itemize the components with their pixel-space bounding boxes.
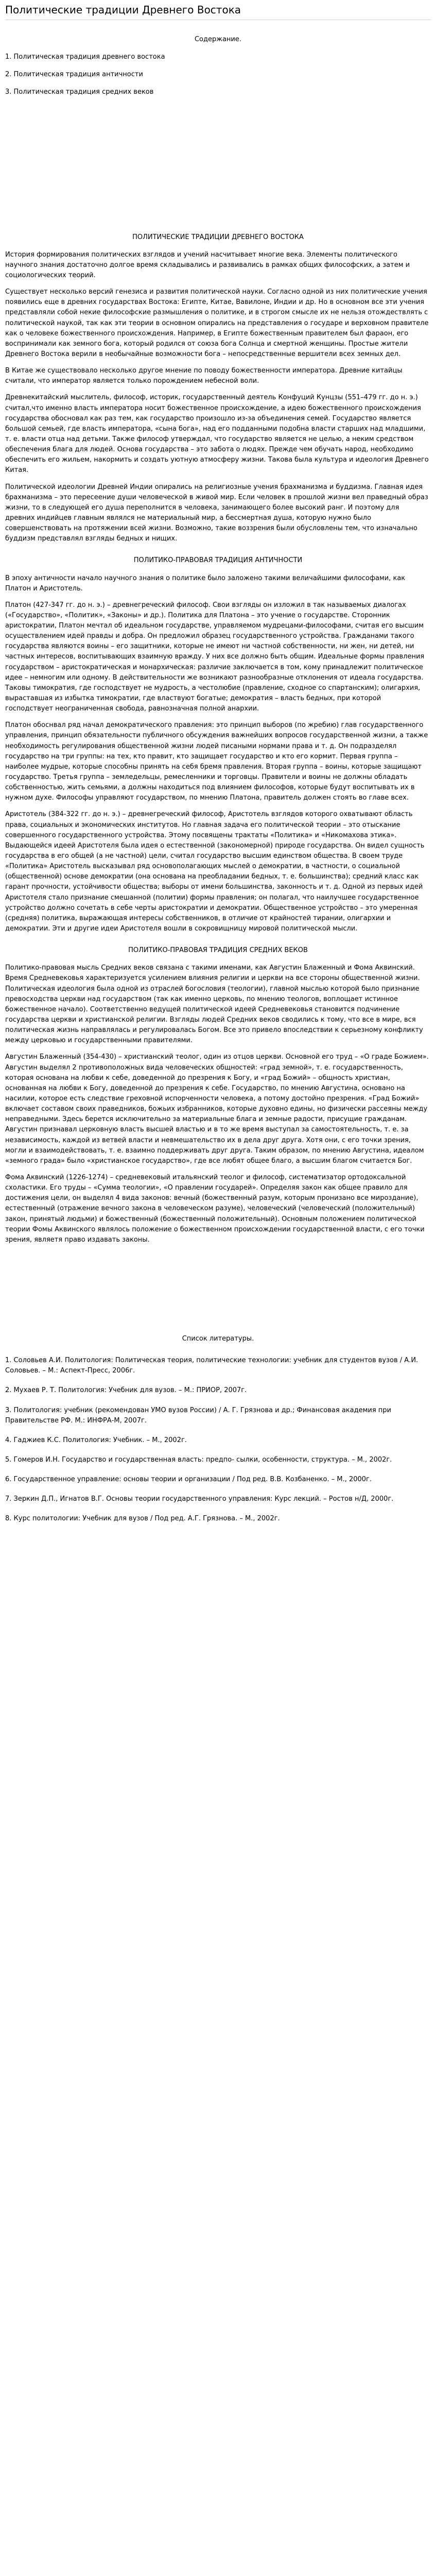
toc-link-1[interactable]: 1. Политическая традиция древнего востока [5, 53, 165, 61]
bibliography-item: 1. Соловьев А.И. Политология: Политическая теория, политические технологии: учебник для студентов вузов / А.И. Соловьев. – М.: Аспект-Пресс, 2006г. [5, 1357, 418, 1375]
bibliography-item: 5. Гомеров И.Н. Государство и государственная власть: предпо- сылки, особенности, структура. – М., 2002г. [5, 1455, 392, 1464]
toc-item[interactable] [5, 70, 431, 80]
bibliography-list [5, 1355, 431, 1524]
paragraph: Платон (427-347 гг. до н. э.) – древнегреческий философ. Свои взгляды он изложил в так называемых диалогах («Государство», «Политик», «Законы» и др.). Политика для Платона – это учение о государстве. Сторонник аристократии, Платон мечтал об идеальном государстве, управляемом мудрецами-философами, считая его высшим осуществлением идей правды и добра. Он предложил образец государственного устройства. Гражданами такого государства являются воины – его защитники, которые не имеют ни частной собственности, ни жен, ни детей, ни частных интересов, воспитывающих взаимную вражду. У них все должно быть общим. Идеальные формы правления государством – аристократическая и монархическая: различие заключается в том, кому принадлежит политическое идее – немногим или одному. В действительности же возникают разнообразные отклонения от идеала государства. Таковы тимократия, где господствует не мудрость, а честолюбие (правление, сходное со спартанским); олигархия, выраставшая из избытка тимократии, где властвуют богатые; демократия – власть бедных, при которой господствует неограниченная свобода, равнозначная полной анархии. [5, 601, 425, 713]
bibliography-item: 3. Политология: учебник (рекомендован УМО вузов России) / А. Г. Грязнова и др.; Финансовая академия при Правительстве РФ. М.: ИНФРА-М, 2007г. [5, 1406, 392, 1425]
section-ancient-east [5, 232, 431, 545]
bibliography-item: 7. Зеркин Д.П., Игнатов В.Г. Основы теории государственного управления: Курс лекций. – Ростов н/Д, 2000г. [5, 1495, 394, 1503]
section-heading: ПОЛИТИКО-ПРАВОВАЯ ТРАДИЦИЯ СРЕДНИХ ВЕКОВ [128, 946, 308, 955]
section-middle-ages [5, 945, 431, 1245]
section-antiquity [5, 555, 431, 934]
document-page [0, 3, 436, 1524]
paragraph: Политико-правовая мысль Средних веков связана с такими именами, как Августин Блаженный и Фома Аквинский. Время Средневековья характеризуется усилением влияния религии и церкви на все стороны общественной жизни. Политическая идеология была одной из отраслей богословия (теологии), главной мыслью которой было признание превосходства церкви над государством (так как именно церковь, по мнению теологов, воплощает истинное божественное начало). Соответственно ведущей политической идеей Средневековья становится подчинение государства церкви и христианской религии. Взгляды людей Средних веков сводились к тому, что все в мире, вся политическая жизнь направлялась и регулировалась Богом. Все это привело впоследствии к серьезному конфликту между церковью и государственными правителями. [5, 964, 423, 1045]
paragraph: Древнекитайский мыслитель, философ, историк, государственный деятель Конфуций Кунцзы (551–479 гг. до н. э.) считал,что именно власть императора носит божественное происхождение, а идею божественного происхождения государства обосновал как раз тем, как государство произошло из-за объединения семей. Государство является большой семьей, где власть императора, «сына бога», над его подданными подобна власти старших над младшими, т. е. власти отца над детьми. Также философ утверждал, что государство является не целью, а неким средством обеспечения блага для людей. Основа государства – это забота о людях. Прежде чем обучать народ, необходимо обеспечить его жильем, накормить и создать уютную атмосферу жизни. Такова была культура и идеология Древнего Китая. [5, 394, 429, 474]
toc-heading: Содержание. [194, 36, 242, 43]
paragraph: В Китае же существовало несколько другое мнение по поводу божественности императора. Древние китайцы считали, что император является только порождением небесной воли. [5, 367, 403, 385]
blank-space [5, 1251, 431, 1334]
paragraph: Политической идеологии Древней Индии опирались на религиозные учения брахманизма и буддизма. Главная идея брахманизма – это пересеение души человеческой в живой мир. Если человек в прошлой жизни вел праведный образ жизни, то в следующей его душа переполнится в человека, занимающего более высокий ранг. И поэтому для древних индийцев главным являлся не материальный мир, а бессмертная душа, которую нужно было совершенствовать на протяжении всей жизни. Возможно, такие воззрения были обусловлены тем, что изначально буддизм представлял взгляды бедных и нищих. [5, 483, 428, 543]
toc-link-3[interactable]: 3. Политическая традиция средних веков [5, 88, 154, 96]
section-heading: ПОЛИТИЧЕСКИЕ ТРАДИЦИИ ДРЕВНЕГО ВОСТОКА [132, 233, 304, 241]
bibliography-heading: Список литературы. [182, 1334, 254, 1343]
section-heading: ПОЛИТИКО-ПРАВОВАЯ ТРАДИЦИЯ АНТИЧНОСТИ [133, 556, 303, 565]
bibliography-item: 2. Мухаев Р. Т. Политология: Учебник для вузов. – М.: ПРИОР, 2007г. [5, 1386, 247, 1395]
paragraph: Августин Блаженный (354-430) – христианский теолог, один из отцов церкви. Основной его труд – «О граде Божием». Августин выделял 2 противоположных вида человеческих общностей: «град земной», т. е. государственность, которая основана на любви к себе, доведенной до презрения к Богу, и «град Божий» – общность христиан, основанная на любви к Богу, доведенной до презрения к себе. Государство, по мнению Августина, основано на насилии, которое есть следствие греховной испорченности человека, а потому достойно презрения. «Град Божий» включает составом своих праведников, божьих избранников, которые духовно едины, но физически рассеяны между неправедными. Здесь берется исключительно за материальные блага и земные радости, присущие гражданам. Августин признавал церковную власть высшей властью и в то же время выступал за самостоятельность, т. е. за независимость, каждой из ветвей власти и невмешательство их в дела друг друга. Хотя они, с его точки зрения, могли и взаимодействовать, т. е. взаимно поддерживать друг друга. Таким образом, по мнению Августина, идеалом «земного града» было «христианское государство», где все любят общее благо, а высшим благом считается Бог. [5, 1053, 429, 1165]
paragraph: Аристотель (384-322 гг. до н. э.) – древнегреческий философ, Аристотель взглядов которого охватывают область права, социальных и экономических институтов. Но главная задача его политической теории – это отыскание совершенного государственного устройства. Этому посвящены трактаты «Политика» и «Никомахова этика». Выдающейся идеей Аристотеля была идея о естественной (закономерной) природе государства. Он видел сущность государства в его общей (а не частной) цели, считал государство высшим единством общества. В своем труде «Политика» Аристотель высказывал ряд основополагающих мыслей о демократии, в частности, о социальной (общественной) основе демократии (она основана на преобладании бедных, т. е. большинства); средний класс как гарант прочности, устойчивости общества; выборы от имени большинства, законность и т. д. Одной из первых идей Аристотеля стало признание смешанной (политии) формы правления; он полагал, что наилучшее государственное устройство должно сочетать в себе черты аристократии и демократии. Общественное устройство – это умеренная (средняя) политика, выражающая интересы собственников, в отличие от крайностей тирании, олигархии и демократии. Эти и другие идеи Аристотеля вошли в сокровищницу мировой политической мысли. [5, 810, 425, 933]
toc-link-2[interactable]: 2. Политическая традиция античности [5, 71, 143, 79]
paragraph: В эпоху античности начало научного знания о политике было заложено такими величайшими философами, как Платон и Аристотель. [5, 574, 406, 592]
bibliography-item: 8. Курс политологии: Учебник для вузов / Под ред. А.Г. Грязнова. – М., 2002г. [5, 1515, 280, 1523]
paragraph: Существует несколько версий генезиса и развития политической науки. Согласно одной из них политические учения появились еще в древних государствах Востока: Египте, Китае, Вавилоне, Индии и др. Но в основном все эти учения представляли собой некие философские размышления о политике, и в строгом смысле их не нельзя отождествлять с политической наукой, так как эти теории в основном опирались на представления о государе и верховном правителе как о человеке божественного происхождения. Например, в Египте божественным правителем был фараон, его воспринимали как земного бога, который родился от союза бога Солнца и смертной женщины. Простые жители Древнего Востока верили в необычайные возможности бога – непосредственные вершители всех земных дел. [5, 288, 429, 358]
page-title: Политические традиции Древнего Востока [5, 3, 431, 20]
blank-space [5, 105, 431, 221]
paragraph: Фома Аквинский (1226-1274) – средневековый итальянский теолог и философ, систематизатор ортодоксальной схоластики. Его труды – «Сумма теологии», «О правлении государей». Определяя закон как общее правило для достижения цели, он выделял 4 вида законов: вечный (божественный разум, которым пронизано все мироздание), естественный (отражение вечного закона в человеческом разуме), человеческий (человеческий (положительный) закон, принятый людьми) и божественный (божественный положительный). Основным положением политической теории Фомы Аквинского являлось положение о божественном происхождении государственной власти, с его точки зрения, являетя право издавать законы. [5, 1173, 425, 1244]
paragraph: История формирования политических взглядов и учений насчитывает многие века. Элементы политического научного знания достаточно долгое время складывались и развивались в рамках общих философских, а затем и социологических теорий. [5, 250, 410, 279]
table-of-contents [5, 52, 431, 97]
toc-item[interactable] [5, 52, 431, 62]
bibliography-item: 4. Гаджиев К.С. Политология: Учебник. – М., 2002г. [5, 1436, 187, 1444]
toc-item[interactable] [5, 87, 431, 97]
bibliography-item: 6. Государственное управление: основы теории и организации / Под ред. В.В. Козбаненко. – М., 2000г. [5, 1476, 372, 1484]
paragraph: Платон обоснвал ряд начал демократического правления: это принцип выборов (по жребию) глав государственного управления, принцип обязательности публичного обсуждения важнейших вопросов государственной жизни, а также необходимость регулирования общественной жизни людей писаными нормами права и т. д. Он подразделял государство на три группы: на тех, кто правит, кто защищает государство и кто его кормит. Первая группа – наиболее мудрые, которые способны принять на себя бремя правления. Вторая группа – воины, которые защищают государство. Третья группа – земледельцы, ремесленники и торговцы. Правители и воины не должны обладать собственностью, жить семьями, а должны находиться под влиянием философов, которые будут воспитывать их в нужном духе. Философы управляют государством, по мнению Платона, правитель должен стоять во главе всех. [5, 721, 428, 802]
